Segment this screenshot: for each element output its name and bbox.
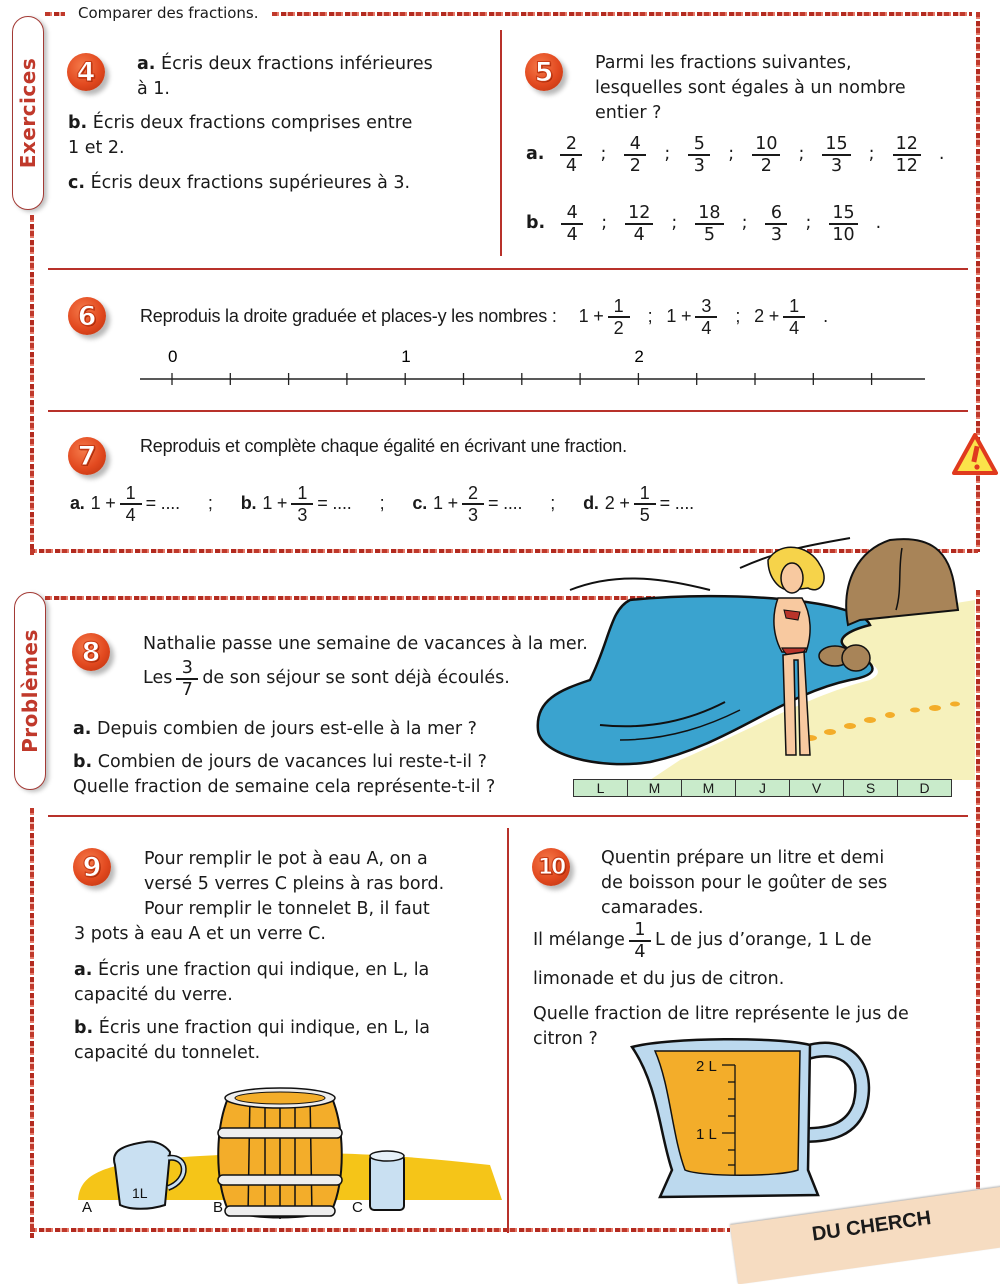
measuring-jug bbox=[630, 1035, 880, 1205]
fraction bbox=[625, 203, 653, 245]
fraction bbox=[634, 483, 656, 525]
week-day-cell: S bbox=[844, 780, 898, 796]
footer-card-text: DU CHERCH bbox=[810, 1207, 933, 1246]
fraction bbox=[695, 296, 717, 338]
whole-plus: 1 + bbox=[666, 306, 692, 327]
denominator: 5 bbox=[703, 224, 715, 245]
numerator: 4 bbox=[629, 134, 641, 154]
whole-plus: 1 + bbox=[578, 306, 604, 327]
ex9-question-a bbox=[74, 958, 429, 1008]
border-fray bbox=[272, 12, 972, 16]
ex10-statement bbox=[601, 846, 887, 921]
denominator: 4 bbox=[566, 224, 578, 245]
fraction bbox=[822, 134, 850, 176]
whole-plus: 1 + bbox=[262, 493, 288, 514]
item-text: L de jus d’orange, 1 L de bbox=[654, 930, 872, 951]
item-text: de son séjour se sont déjà écoulés. bbox=[202, 668, 510, 689]
numerator: 1 bbox=[634, 920, 646, 940]
frame-left-border bbox=[30, 808, 34, 1238]
fraction bbox=[462, 483, 484, 525]
numerator: 1 bbox=[613, 296, 624, 316]
item-label: b. bbox=[68, 113, 88, 133]
label-b: B bbox=[213, 1199, 224, 1216]
ex9-question-b bbox=[74, 1016, 430, 1066]
separator: ; bbox=[379, 493, 385, 514]
ex6-instruction bbox=[140, 296, 842, 338]
denominator: 3 bbox=[770, 224, 783, 245]
frame-left-border bbox=[30, 215, 34, 555]
separator: ; bbox=[735, 306, 741, 327]
section-tab-label: Problèmes bbox=[18, 629, 42, 753]
separator: ; bbox=[664, 144, 671, 165]
numerator: 15 bbox=[832, 203, 855, 223]
section-tab-exercices bbox=[12, 16, 44, 210]
blank-answer: = .... bbox=[487, 493, 523, 514]
column-divider bbox=[507, 828, 509, 1233]
numerator: 10 bbox=[755, 134, 778, 154]
fraction bbox=[829, 203, 857, 245]
ex7-instruction: Reproduis et complète chaque égalité en écrivant une fraction. bbox=[140, 436, 627, 456]
section-divider bbox=[48, 410, 968, 412]
item-text: Combien de jours de vacances lui reste-t-il ? bbox=[97, 752, 487, 772]
numerator: 6 bbox=[770, 203, 783, 223]
whole-plus: 1 + bbox=[433, 493, 458, 514]
pitcher-capacity-label: 1L bbox=[132, 1185, 148, 1201]
ex8-line1: Nathalie passe une semaine de vacances à la mer. bbox=[143, 634, 588, 654]
numerator: 5 bbox=[693, 134, 705, 154]
item-text: 1 et 2. bbox=[68, 138, 125, 158]
item-text: Il mélange bbox=[533, 930, 625, 951]
separator: ; bbox=[600, 144, 607, 165]
numerator: 2 bbox=[468, 483, 478, 503]
section-divider bbox=[48, 268, 968, 270]
numerator: 18 bbox=[698, 203, 721, 223]
denominator: 4 bbox=[565, 155, 578, 176]
denominator: 4 bbox=[789, 317, 799, 338]
ex4-question-a bbox=[137, 52, 433, 102]
item-text: Écris deux fractions inférieures bbox=[161, 54, 433, 74]
denominator: 5 bbox=[639, 504, 650, 525]
item-text: Parmi les fractions suivantes, bbox=[595, 53, 852, 73]
item-label: a. bbox=[74, 960, 93, 980]
item-text: Quentin prépare un litre et demi bbox=[601, 848, 885, 868]
item-text: entier ? bbox=[595, 103, 662, 123]
numerator: 1 bbox=[789, 296, 799, 316]
week-days-table bbox=[573, 779, 952, 797]
item-text: capacité du tonnelet. bbox=[74, 1043, 261, 1063]
exercise-number-badge: 5 bbox=[525, 53, 563, 91]
containers-illustration bbox=[70, 1080, 510, 1220]
exercise-number-badge: 7 bbox=[68, 437, 106, 475]
item-text: Pour remplir le pot à eau A, on a bbox=[144, 849, 428, 869]
numerator: 1 bbox=[297, 483, 308, 503]
ex9-statement-end: 3 pots à eau A et un verre C. bbox=[74, 924, 326, 944]
ex5-question bbox=[595, 51, 906, 126]
numerator: 2 bbox=[565, 134, 578, 154]
fraction bbox=[176, 658, 198, 700]
separator: . bbox=[875, 213, 882, 234]
separator: . bbox=[938, 144, 945, 165]
blank-answer: = .... bbox=[145, 493, 180, 514]
item-text: de boisson pour le goûter de ses bbox=[601, 873, 888, 893]
week-day-cell: M bbox=[628, 780, 682, 796]
denominator: 2 bbox=[760, 155, 772, 176]
fraction bbox=[560, 134, 582, 176]
separator: ; bbox=[601, 213, 608, 234]
item-text: Écris deux fractions comprises entre bbox=[92, 113, 413, 133]
ex9-statement bbox=[144, 847, 444, 922]
item-label: b. bbox=[74, 1018, 94, 1038]
ex7-equalities bbox=[70, 483, 694, 525]
section-tab-label: Exercices bbox=[16, 57, 40, 169]
denominator: 4 bbox=[701, 317, 712, 338]
fraction bbox=[608, 296, 630, 338]
item-text: Quelle fraction de litre représente le jus de bbox=[533, 1004, 909, 1024]
instruction-text: Reproduis la droite graduée et places-y les nombres : bbox=[140, 306, 557, 327]
week-day-cell: V bbox=[790, 780, 844, 796]
item-text: Écris une fraction qui indique, en L, la bbox=[98, 1018, 431, 1038]
ex10-line5: limonade et du jus de citron. bbox=[533, 969, 785, 989]
denominator: 4 bbox=[633, 224, 645, 245]
beach-illustration bbox=[530, 530, 975, 780]
separator: ; bbox=[647, 306, 653, 327]
fraction bbox=[688, 134, 710, 176]
item-text: capacité du verre. bbox=[74, 985, 233, 1005]
fraction bbox=[765, 203, 787, 245]
whole-plus: 1 + bbox=[90, 493, 116, 514]
page-header-title: Comparer des fractions. bbox=[78, 4, 259, 22]
fraction bbox=[624, 134, 646, 176]
fraction bbox=[291, 483, 313, 525]
numerator: 12 bbox=[628, 203, 651, 223]
item-text: lesquelles sont égales à un nombre bbox=[595, 78, 906, 98]
whole-plus: 2 + bbox=[604, 493, 630, 514]
item-text: camarades. bbox=[601, 898, 704, 918]
item-text: Depuis combien de jours est-elle à la mer ? bbox=[97, 719, 477, 739]
separator: ; bbox=[741, 213, 748, 234]
separator: ; bbox=[868, 144, 875, 165]
separator: ; bbox=[207, 493, 213, 514]
section-tab-problemes bbox=[14, 592, 46, 790]
ex10-mix-line bbox=[533, 920, 872, 962]
item-label: c. bbox=[68, 173, 86, 193]
number-line-label: 0 bbox=[168, 347, 178, 366]
frame-bottom-border bbox=[30, 1228, 730, 1232]
week-day-cell: J bbox=[736, 780, 790, 796]
fraction bbox=[752, 134, 780, 176]
denominator: 2 bbox=[629, 155, 641, 176]
numerator: 12 bbox=[895, 134, 918, 154]
denominator: 2 bbox=[613, 317, 624, 338]
numerator: 3 bbox=[181, 658, 193, 678]
ex5-fractions-a bbox=[526, 134, 958, 176]
numerator: 15 bbox=[825, 134, 848, 154]
denominator: 7 bbox=[181, 679, 193, 700]
separator: ; bbox=[728, 144, 735, 165]
warning-icon bbox=[952, 433, 998, 475]
ex4-question-c bbox=[68, 171, 410, 196]
denominator: 3 bbox=[830, 155, 843, 176]
separator: ; bbox=[805, 213, 812, 234]
fraction bbox=[783, 296, 805, 338]
denominator: 3 bbox=[297, 504, 308, 525]
week-day-cell: L bbox=[574, 780, 628, 796]
item-label: c. bbox=[412, 493, 428, 514]
fraction bbox=[561, 203, 583, 245]
item-text: à 1. bbox=[137, 79, 170, 99]
frame-right-border bbox=[976, 590, 980, 1230]
number-line-label: 1 bbox=[401, 347, 411, 366]
separator: ; bbox=[550, 493, 556, 514]
ex4-question-b bbox=[68, 111, 412, 161]
border-fray bbox=[45, 12, 65, 16]
fraction bbox=[695, 203, 723, 245]
item-text: Les bbox=[143, 668, 173, 689]
numerator: 4 bbox=[566, 203, 578, 223]
fraction bbox=[629, 920, 651, 962]
item-label: d. bbox=[583, 493, 599, 514]
item-text: Pour remplir le tonnelet B, il faut bbox=[144, 899, 430, 919]
numerator: 1 bbox=[125, 483, 136, 503]
separator: . bbox=[823, 306, 828, 327]
item-label: a. bbox=[526, 144, 545, 165]
jug-mark-2l: 2 L bbox=[696, 1058, 717, 1075]
exercise-number-badge: 9 bbox=[73, 848, 111, 886]
denominator: 12 bbox=[895, 155, 918, 176]
exercise-number-badge: 6 bbox=[68, 297, 106, 335]
denominator: 4 bbox=[634, 941, 646, 962]
week-day-cell: M bbox=[682, 780, 736, 796]
item-label: b. bbox=[73, 752, 93, 772]
blank-answer: = .... bbox=[659, 493, 694, 514]
ex8-question-b bbox=[73, 750, 495, 800]
whole-plus: 2 + bbox=[754, 306, 780, 327]
ex8-question-a bbox=[73, 717, 477, 742]
fraction bbox=[893, 134, 921, 176]
item-label: a. bbox=[137, 54, 156, 74]
denominator: 4 bbox=[125, 504, 136, 525]
exercise-number-badge: 10 bbox=[532, 848, 570, 886]
item-label: b. bbox=[240, 493, 257, 514]
item-text: versé 5 verres C pleins à ras bord. bbox=[144, 874, 445, 894]
number-line bbox=[130, 340, 940, 400]
blank-answer: = .... bbox=[317, 493, 352, 514]
section-divider bbox=[48, 815, 968, 817]
denominator: 10 bbox=[832, 224, 855, 245]
item-label: a. bbox=[70, 493, 85, 514]
jug-mark-1l: 1 L bbox=[696, 1126, 717, 1143]
label-c: C bbox=[352, 1199, 363, 1216]
ex8-line2 bbox=[143, 658, 510, 700]
ex5-fractions-b bbox=[526, 203, 895, 245]
item-text: citron ? bbox=[533, 1029, 598, 1049]
item-label: b. bbox=[526, 213, 546, 234]
item-text: Quelle fraction de semaine cela représente-t-il ? bbox=[73, 777, 496, 797]
fraction bbox=[120, 483, 142, 525]
label-a: A bbox=[82, 1199, 93, 1216]
numerator: 3 bbox=[701, 296, 712, 316]
denominator: 3 bbox=[468, 504, 478, 525]
week-day-cell: D bbox=[919, 780, 930, 796]
column-divider bbox=[500, 30, 502, 256]
item-text: Écris une fraction qui indique, en L, la bbox=[98, 960, 430, 980]
separator: ; bbox=[798, 144, 805, 165]
numerator: 1 bbox=[639, 483, 650, 503]
exercise-number-badge: 8 bbox=[72, 633, 110, 671]
item-text: Écris deux fractions supérieures à 3. bbox=[90, 173, 411, 193]
exercise-number-badge: 4 bbox=[67, 53, 105, 91]
item-label: a. bbox=[73, 719, 92, 739]
number-line-label: 2 bbox=[634, 347, 644, 366]
separator: ; bbox=[671, 213, 678, 234]
denominator: 3 bbox=[693, 155, 705, 176]
